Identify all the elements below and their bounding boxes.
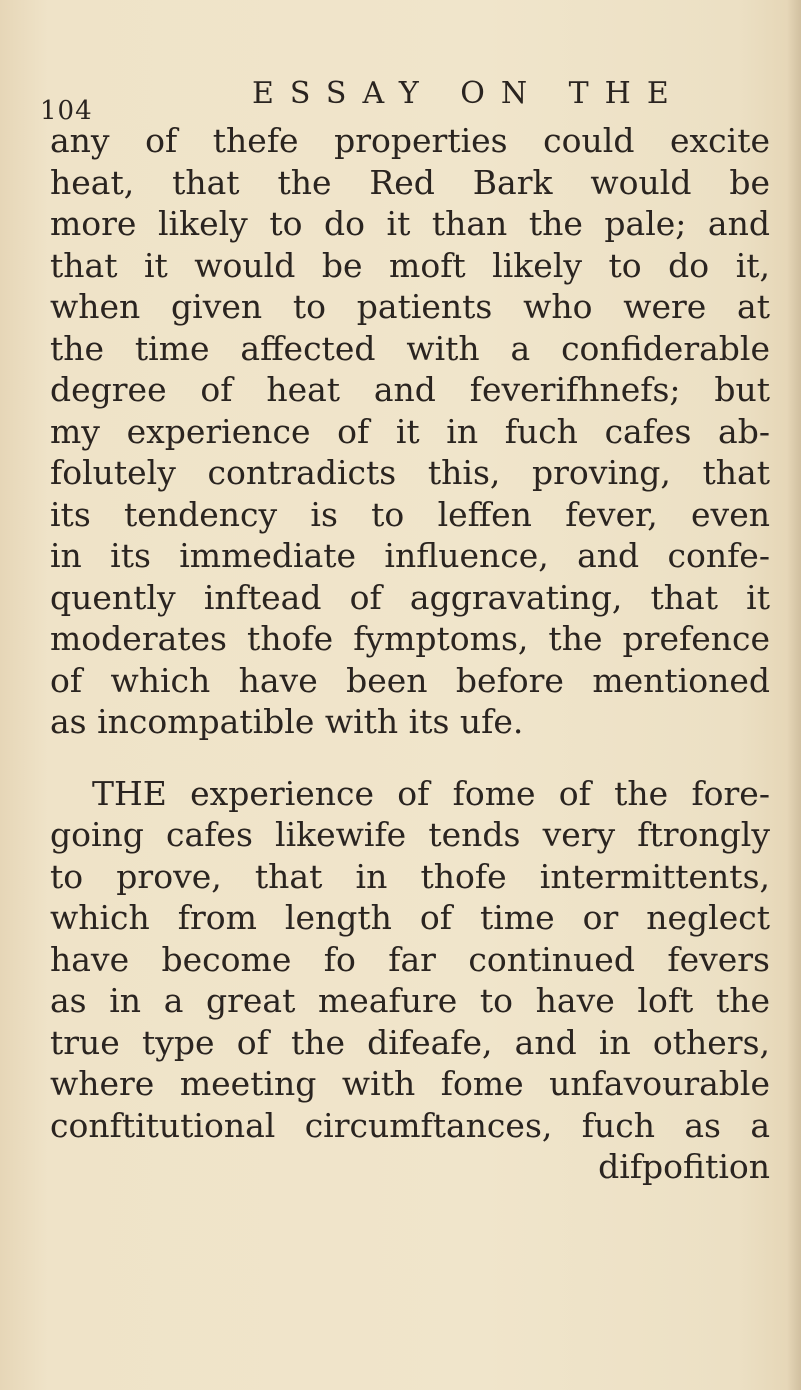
text-line: going cafes likewife tends very ftrongly [50,815,770,854]
text-line: any of thefe properties could excite [50,121,770,160]
text-line: conftitutional circumftances, fuch as a [50,1105,770,1145]
text-line: folutely contradicts this, proving, that [50,453,770,492]
text-line: THE experience of fome of the fore- [92,773,770,813]
body-text [50,120,770,1188]
text-line: more likely to do it than the pale; and [50,204,770,243]
paragraph-1 [50,120,770,743]
text-line: as incompatible with its ufe. [50,702,524,741]
text-line: that it would be moft likely to do it, [50,245,770,285]
running-head: ESSAY ON THE [252,76,685,111]
page-number: 104 [40,96,93,126]
text-line: have become fo far continued fevers [50,939,770,979]
text-line: where meeting with fome unfavourable [50,1064,770,1103]
text-line: to prove, that in thofe intermittents, [50,856,770,896]
text-line: my experience of it in fuch cafes ab- [50,411,770,451]
text-line: when given to patients who were at [50,287,770,326]
text-line: heat, that the Red Bark would be [50,162,770,202]
text-line: quently inftead of aggravating, that it [50,577,770,617]
text-line: moderates thofe fymptoms, the prefence [50,619,770,658]
text-line: degree of heat and feverifhnefs; but [50,370,770,409]
text-line: its tendency is to leffen fever, even [50,494,770,534]
catchword: difpofition [598,1147,770,1186]
text-line: in its immediate influence, and confe- [50,536,770,575]
text-line: of which have been before mentioned [50,660,770,700]
text-line: as in a great meafure to have loft the [50,981,770,1020]
text-line: which from length of time or neglect [50,898,770,937]
page-edge-shadow [787,0,801,1390]
paragraph-2 [50,773,770,1188]
paragraph-gap [50,743,770,773]
text-line: the time affected with a confiderable [50,328,770,368]
text-line: true type of the difeafe, and in others, [50,1022,770,1062]
